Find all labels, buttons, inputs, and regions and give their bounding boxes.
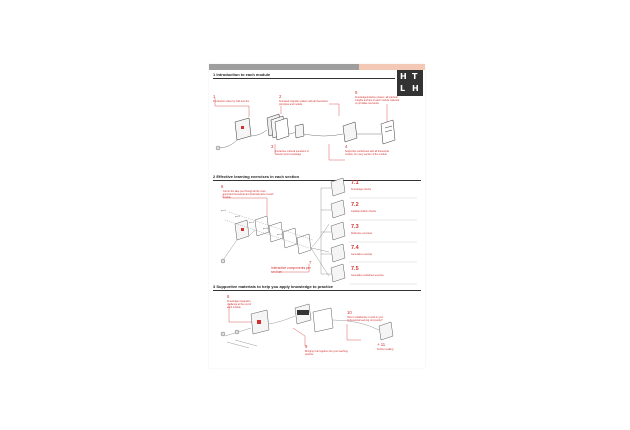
- step-caption: Knowledge integration challenge at the end of each module: [227, 300, 252, 309]
- step-number: 5: [355, 90, 358, 95]
- interactive-caption: Reflective exercises: [351, 232, 373, 235]
- interactive-number: 7.3: [351, 224, 359, 230]
- section-title: 3 Supportive materials to help you apply knowledge to practice: [213, 284, 334, 289]
- interactive-number: 7.4: [351, 245, 359, 251]
- step-number: + 11: [377, 342, 386, 347]
- step-number: 1: [213, 94, 216, 99]
- interactive-caption: Generative exercise: [351, 253, 373, 256]
- step-number: 3: [271, 144, 274, 149]
- diagram-lines: [209, 64, 425, 368]
- step-caption: How to collaborate or work in your professional learning community?: [347, 316, 384, 322]
- logo-letter: H: [412, 84, 419, 93]
- step-caption: Interactive retrieval questions of relevant prior knowledge: [275, 150, 309, 156]
- interactive-number: 7.2: [351, 202, 359, 208]
- step-number: 8: [227, 294, 230, 299]
- step-number: 6: [221, 184, 224, 189]
- interactive-caption: Generative worksheet exercise: [351, 274, 384, 277]
- step-number: 10: [347, 310, 352, 315]
- poster-page: [209, 64, 425, 368]
- step-caption: Introduction video by Carl and Jim: [213, 100, 250, 103]
- part-label: part 4: [263, 228, 269, 230]
- part-label: part 3: [249, 222, 255, 224]
- step-caption: Interactive components per section: [271, 266, 311, 274]
- step-number: 7: [309, 260, 312, 265]
- step-caption: Supportive worksheets with all theoretical models, for every section of the module: [345, 150, 389, 156]
- step-number: 4: [345, 144, 348, 149]
- step-caption: Animated migration pattern with all theoretical principles and models: [279, 100, 328, 106]
- interactive-caption: Judicial intuition checks: [351, 210, 376, 213]
- section-title: 1 Introduction to each module: [213, 72, 271, 77]
- step-caption: Bringing it all together into your teaching practice: [305, 350, 348, 356]
- logo-letter: H: [400, 72, 407, 81]
- part-label: part 2: [235, 216, 241, 218]
- step-number: 9: [305, 344, 308, 349]
- section-title: 2 Effective learning exercises in each section: [213, 174, 300, 179]
- part-label: part 1: [221, 210, 227, 212]
- step-caption: Knowledge/practice posters: all practical insights and tips of each module collected on printable overviews: [355, 96, 400, 105]
- logo-letter: L: [400, 84, 406, 93]
- logo-letter: T: [412, 72, 418, 81]
- step-caption: Carl & Jim take you through all the most important theoretical and practical parts of each module: [223, 190, 274, 199]
- step-number: 2: [279, 94, 282, 99]
- interactive-number: 7.1: [351, 180, 359, 186]
- part-label: part 5: [277, 234, 283, 236]
- interactive-caption: Knowledge checks: [351, 188, 371, 191]
- step-caption: Further reading: [377, 348, 394, 351]
- interactive-number: 7.5: [351, 266, 359, 272]
